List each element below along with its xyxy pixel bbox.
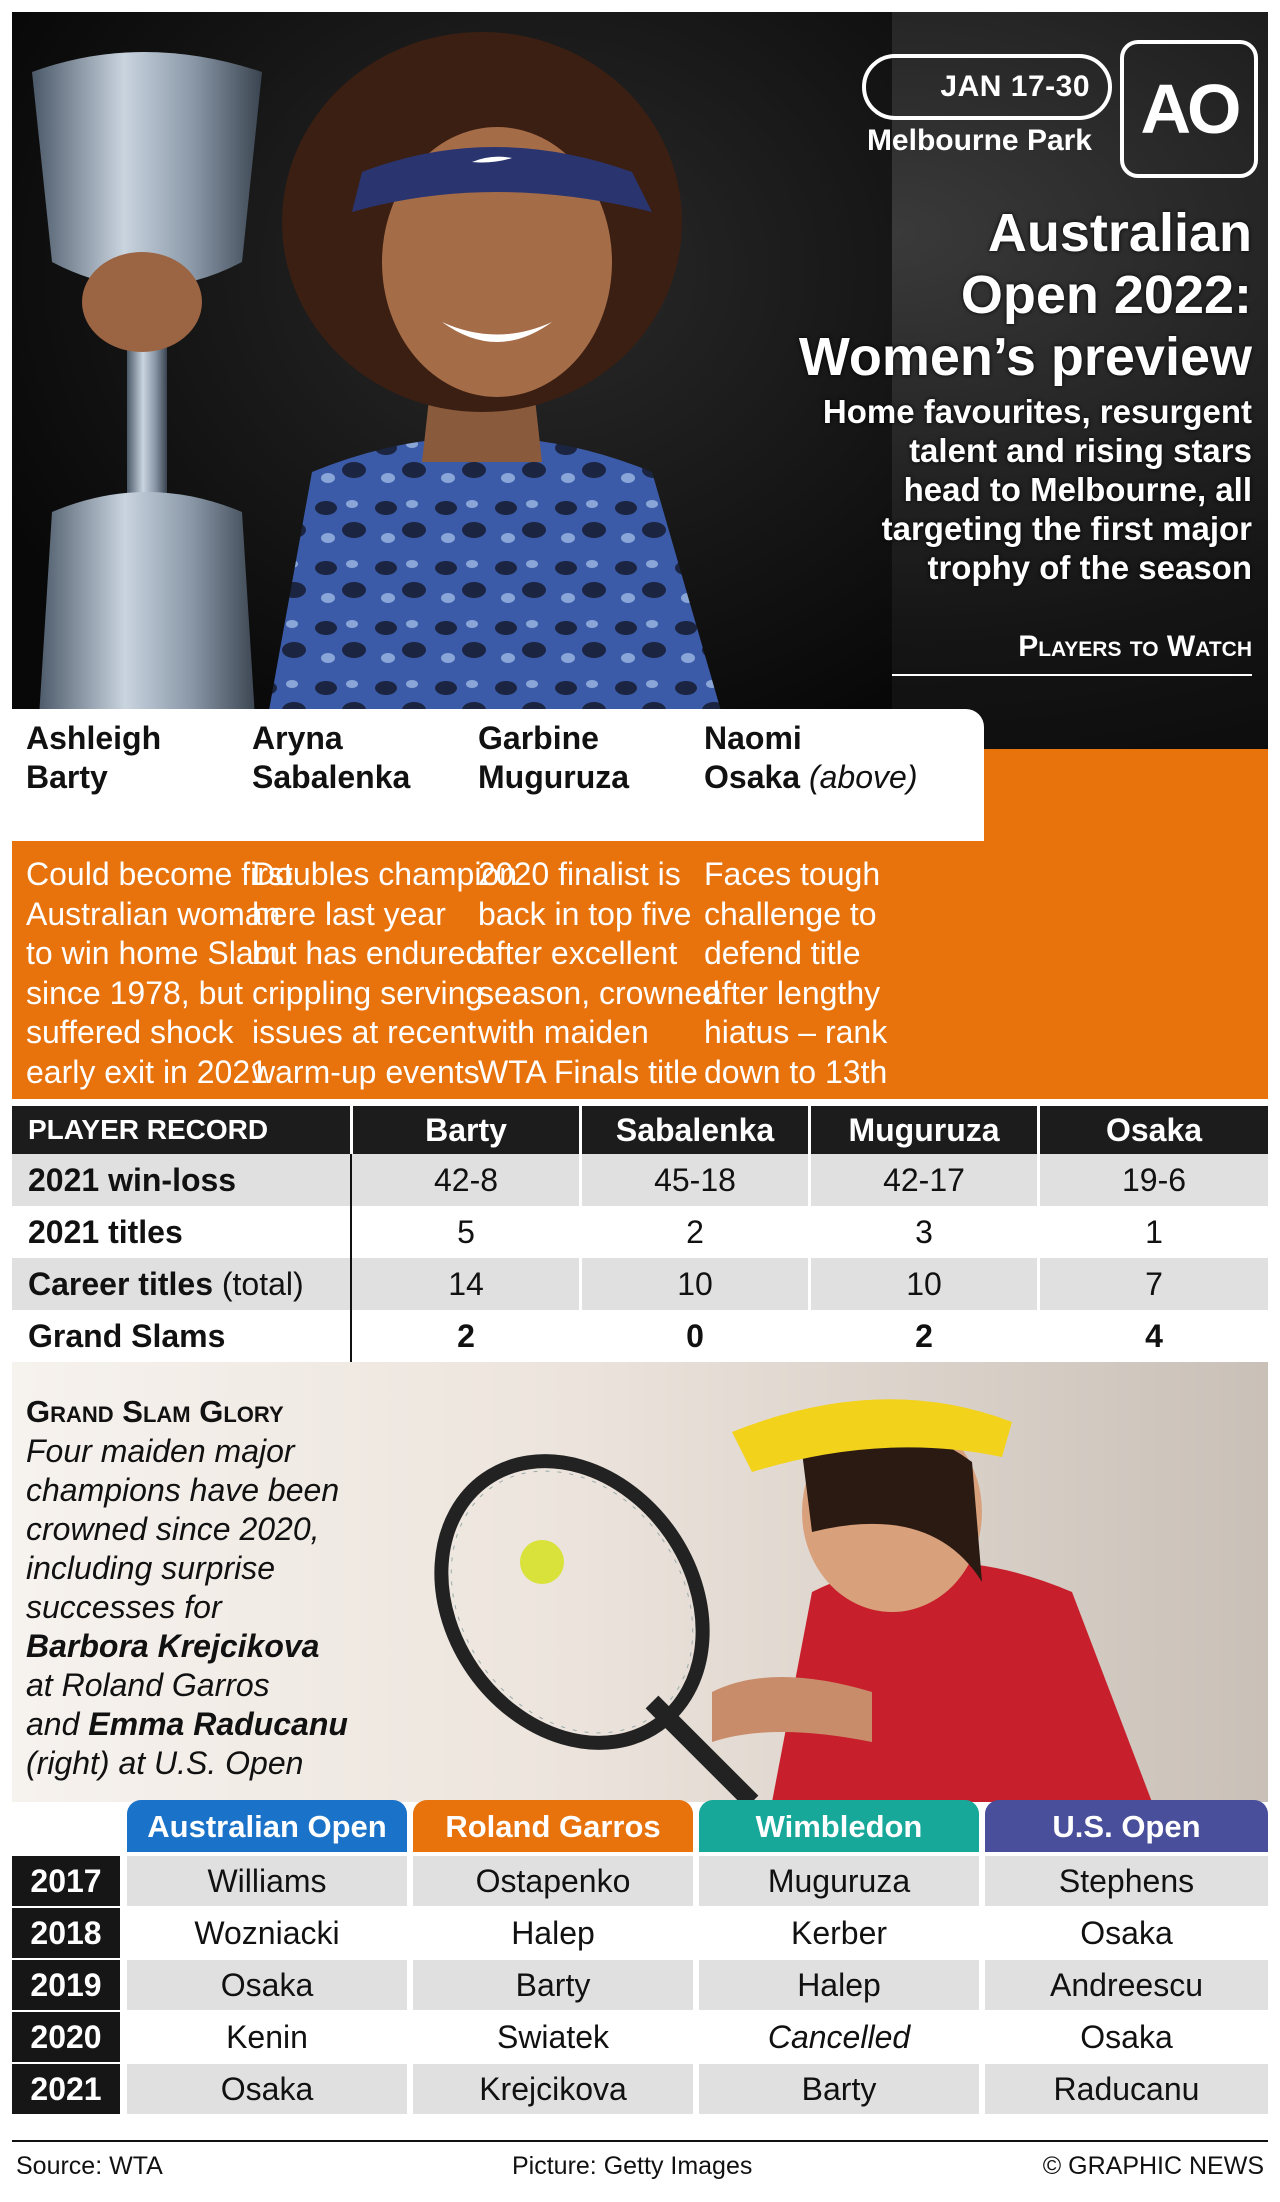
player-description: 2020 finalist is back in top five after excellent season, crowned with maiden WTA Finals title [478, 856, 720, 1090]
hero-banner [12, 12, 1268, 749]
column-header: Barty [425, 1112, 507, 1148]
table-row [12, 2064, 1268, 2116]
heading-divider [892, 674, 1252, 676]
winner-cell: Muguruza [699, 1856, 979, 1906]
winner-cell: Wozniacki [194, 1915, 340, 1951]
table-cell: 14 [448, 1266, 484, 1302]
player-highlight: Emma Raducanu [88, 1706, 348, 1742]
table-row [12, 1310, 1268, 1362]
year-label: 2018 [12, 1908, 120, 1958]
label-column-divider [350, 1154, 352, 1362]
table-row [12, 1960, 1268, 2012]
player-name: Aryna Sabalenka [252, 720, 411, 795]
tournament-header: U.S. Open [985, 1800, 1268, 1852]
ao-logo-text: AO [1140, 70, 1238, 148]
picture-credit: Picture: Getty Images [512, 2152, 753, 2180]
copyright-credit: © GRAPHIC NEWS [1042, 2152, 1264, 2180]
row-label: 2021 titles [28, 1214, 183, 1250]
page-title [752, 202, 1252, 388]
subtitle-line: talent and rising stars [909, 432, 1252, 469]
subtitle-line: head to Melbourne, all [903, 471, 1252, 508]
winner-cell: Osaka [1080, 2019, 1173, 2055]
column-header: Osaka [1105, 1112, 1203, 1148]
table-cell: 2 [915, 1318, 933, 1354]
winner-cell: Barty [413, 1960, 693, 2010]
winner-cell: Swiatek [496, 2019, 610, 2055]
table-cell: 5 [457, 1214, 475, 1250]
footer [12, 2140, 1268, 2190]
winner-cell: Osaka [1080, 1915, 1173, 1951]
table-cell: 45-18 [654, 1162, 736, 1198]
tournament-header: Australian Open [127, 1800, 407, 1852]
table-row [12, 1206, 1268, 1258]
subtitle-line: trophy of the season [927, 549, 1252, 586]
footer-divider [12, 2140, 1268, 2142]
player-description: Faces tough challenge to defend title after lengthy hiatus – rank down to 13th [704, 856, 888, 1090]
table-row [12, 1154, 1268, 1206]
player-description: Doubles champion here last year but has endured crippling serving issues at recent warm-up events [252, 856, 518, 1090]
table-cell: 0 [686, 1318, 704, 1354]
table-row [12, 2012, 1268, 2064]
winner-cell: Barty [699, 2064, 979, 2114]
year-label: 2020 [12, 2012, 120, 2062]
glory-body: Four maiden major champions have been crowned since 2020, including surprise successes for Barbora Krejcikova at Roland Garros and Emma Raducanu (right) at U.S. Open [26, 1433, 348, 1781]
winner-cell: Halep [511, 1915, 595, 1951]
grand-slam-glory-section [12, 1362, 1268, 1802]
table-row [12, 1258, 1268, 1310]
subtitle-line: targeting the first major [881, 510, 1252, 547]
player-name: Ashleigh Barty [26, 720, 162, 795]
table-cell: 2 [457, 1318, 475, 1354]
table-cell: 19-6 [1121, 1162, 1187, 1198]
table-cell: 4 [1145, 1318, 1163, 1354]
record-header-row [12, 1106, 1268, 1154]
row-label: 2021 win-loss [28, 1162, 237, 1198]
table-cell: 3 [915, 1214, 933, 1250]
subtitle-line: Home favourites, resurgent [822, 393, 1252, 430]
players-to-watch-heading: Players to Watch [1018, 630, 1252, 663]
venue-label: Melbourne Park [866, 124, 1092, 157]
column-header: Muguruza [848, 1112, 1000, 1148]
winner-cell: Osaka [127, 1960, 407, 2010]
winner-cell: Williams [127, 1856, 407, 1906]
table-row [12, 1908, 1268, 1960]
ao-logo [1120, 40, 1258, 178]
table-cell: 42-8 [433, 1162, 499, 1198]
page-subtitle [772, 392, 1252, 587]
winner-cell: Kenin [226, 2019, 308, 2055]
source-credit: Source: WTA [16, 2152, 163, 2180]
title-line: Open 2022: [960, 265, 1252, 325]
winner-cell: Andreescu [985, 1960, 1268, 2010]
column-header: Sabalenka [615, 1112, 775, 1148]
winner-cell: Stephens [985, 1856, 1268, 1906]
year-label: 2021 [12, 2064, 120, 2114]
row-label: Career titles (total) [28, 1266, 304, 1302]
record-header-label: PLAYER RECORD [28, 1114, 269, 1145]
table-cell: 10 [906, 1266, 942, 1302]
player-name: Garbine Muguruza [478, 720, 630, 795]
date-badge [862, 54, 1112, 120]
table-cell: 42-17 [883, 1162, 965, 1198]
winner-cell: Krejcikova [413, 2064, 693, 2114]
winner-cell: Kerber [790, 1915, 888, 1951]
row-label: Grand Slams [28, 1318, 226, 1354]
date-text: JAN 17-30 [940, 70, 1090, 103]
title-line: Women’s preview [798, 327, 1252, 387]
title-line: Australian [987, 203, 1252, 263]
year-label: 2017 [12, 1856, 120, 1906]
tournament-header: Wimbledon [699, 1800, 979, 1852]
table-cell: 7 [1145, 1266, 1163, 1302]
tournament-header: Roland Garros [413, 1800, 693, 1852]
winner-cell: Osaka [127, 2064, 407, 2114]
player-cards [12, 720, 1268, 1099]
winner-cell: Halep [699, 1960, 979, 2010]
glory-heading: Grand Slam Glory [26, 1394, 284, 1429]
year-label: 2019 [12, 1960, 120, 2010]
winner-cell: Ostapenko [413, 1856, 693, 1906]
player-name: Naomi Osaka (above) [704, 720, 918, 795]
player-description: Could become first Australian woman to win home Slam since 1978, but suffered shock early exit in 2021 [26, 856, 293, 1090]
photo-note: (above) [808, 759, 918, 795]
player-highlight: Barbora Krejcikova [26, 1628, 320, 1664]
winner-cell: Raducanu [985, 2064, 1268, 2114]
table-cell: 2 [686, 1214, 704, 1250]
table-cell: 10 [677, 1266, 713, 1302]
table-cell: 1 [1145, 1214, 1163, 1250]
player-name-tab [690, 709, 984, 841]
table-row [12, 1856, 1268, 1908]
winner-cell-cancelled: Cancelled [767, 2019, 911, 2055]
